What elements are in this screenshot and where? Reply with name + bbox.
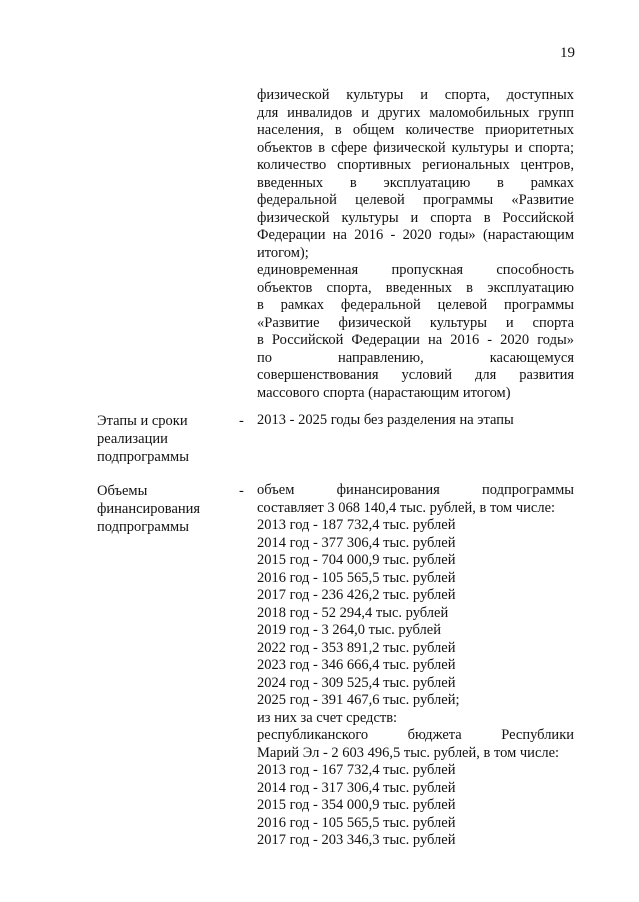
- page-number: 19: [560, 45, 575, 61]
- content-line: единовременная пропускная способность: [257, 262, 574, 278]
- content-line: 2018 год - 52 294,4 тыс. рублей: [257, 604, 449, 621]
- content-line: по направлению, касающемуся: [257, 349, 574, 366]
- content-line: 2013 год - 167 732,4 тыс. рублей: [257, 762, 456, 778]
- content-line: 2017 год - 236 426,2 тыс. рублей: [257, 587, 456, 603]
- content-line: 2024 год - 309 525,4 тыс. рублей: [257, 674, 456, 691]
- content-line: 2025 год - 391 467,6 тыс. рублей;: [257, 692, 460, 708]
- label-line: подпрограммы: [97, 519, 189, 535]
- content-line: в рамках федеральной целевой программы: [257, 297, 574, 313]
- content-line: республиканского бюджета Республики: [257, 727, 574, 743]
- content-line: 2016 год - 105 565,5 тыс. рублей: [257, 569, 456, 586]
- label-line: реализации: [97, 431, 168, 447]
- stages-label: [97, 412, 232, 466]
- content-line: из них за счет средств:: [257, 709, 398, 726]
- label-line: Объемы: [97, 483, 148, 499]
- content-line: итогом);: [257, 244, 309, 261]
- content-line: совершенствования условий для развития: [257, 367, 574, 383]
- label-line: Этапы и сроки: [97, 413, 188, 429]
- content-line: объектов в сфере физической культуры и спорта;: [257, 139, 574, 156]
- content-line: Марий Эл - 2 603 496,5 тыс. рублей, в том числе:: [257, 744, 560, 761]
- content-line: федеральной целевой программы «Развитие: [257, 192, 574, 208]
- content-line: 2013 - 2025 годы без разделения на этапы: [257, 412, 514, 428]
- content-line: Федерации на 2016 - 2020 годы» (нарастающим: [257, 227, 574, 243]
- stages-dash: -: [239, 413, 244, 429]
- content-line: 2016 год - 105 565,5 тыс. рублей: [257, 814, 456, 831]
- content-line: физической культуры и спорта, доступных: [257, 87, 574, 103]
- content-line: введенных в эксплуатацию в рамках: [257, 174, 574, 191]
- financing-dash: -: [239, 483, 244, 499]
- content-line: 2014 год - 377 306,4 тыс. рублей: [257, 534, 456, 551]
- section-content: [257, 87, 574, 402]
- content-line: объем финансирования подпрограммы: [257, 482, 574, 498]
- content-line: 2023 год - 346 666,4 тыс. рублей: [257, 657, 456, 673]
- content-line: 2022 год - 353 891,2 тыс. рублей: [257, 639, 456, 656]
- financing-label: [97, 482, 232, 536]
- content-line: 2019 год - 3 264,0 тыс. рублей: [257, 622, 441, 638]
- content-line: составляет 3 068 140,4 тыс. рублей, в том числе:: [257, 499, 556, 516]
- content-line: 2014 год - 317 306,4 тыс. рублей: [257, 779, 456, 796]
- financing-content: [257, 482, 574, 850]
- content-line: объектов спорта, введенных в эксплуатацию: [257, 279, 574, 296]
- content-line: для инвалидов и других маломобильных групп: [257, 104, 574, 121]
- content-line: 2015 год - 704 000,9 тыс. рублей: [257, 552, 456, 568]
- stages-content: [257, 412, 574, 430]
- label-line: финансирования: [97, 501, 201, 517]
- content-line: 2017 год - 203 346,3 тыс. рублей: [257, 832, 456, 848]
- content-line: 2013 год - 187 732,4 тыс. рублей: [257, 517, 456, 533]
- label-line: подпрограммы: [97, 449, 189, 465]
- content-line: физической культуры и спорта в Российской: [257, 209, 574, 226]
- content-line: количество спортивных региональных центров,: [257, 157, 574, 173]
- content-line: 2015 год - 354 000,9 тыс. рублей: [257, 797, 456, 813]
- content-line: населения, в общем количестве приоритетных: [257, 122, 574, 138]
- content-line: массового спорта (нарастающим итогом): [257, 384, 511, 401]
- content-line: «Развитие физической культуры и спорта: [257, 314, 574, 331]
- content-line: в Российской Федерации на 2016 - 2020 годы»: [257, 332, 574, 348]
